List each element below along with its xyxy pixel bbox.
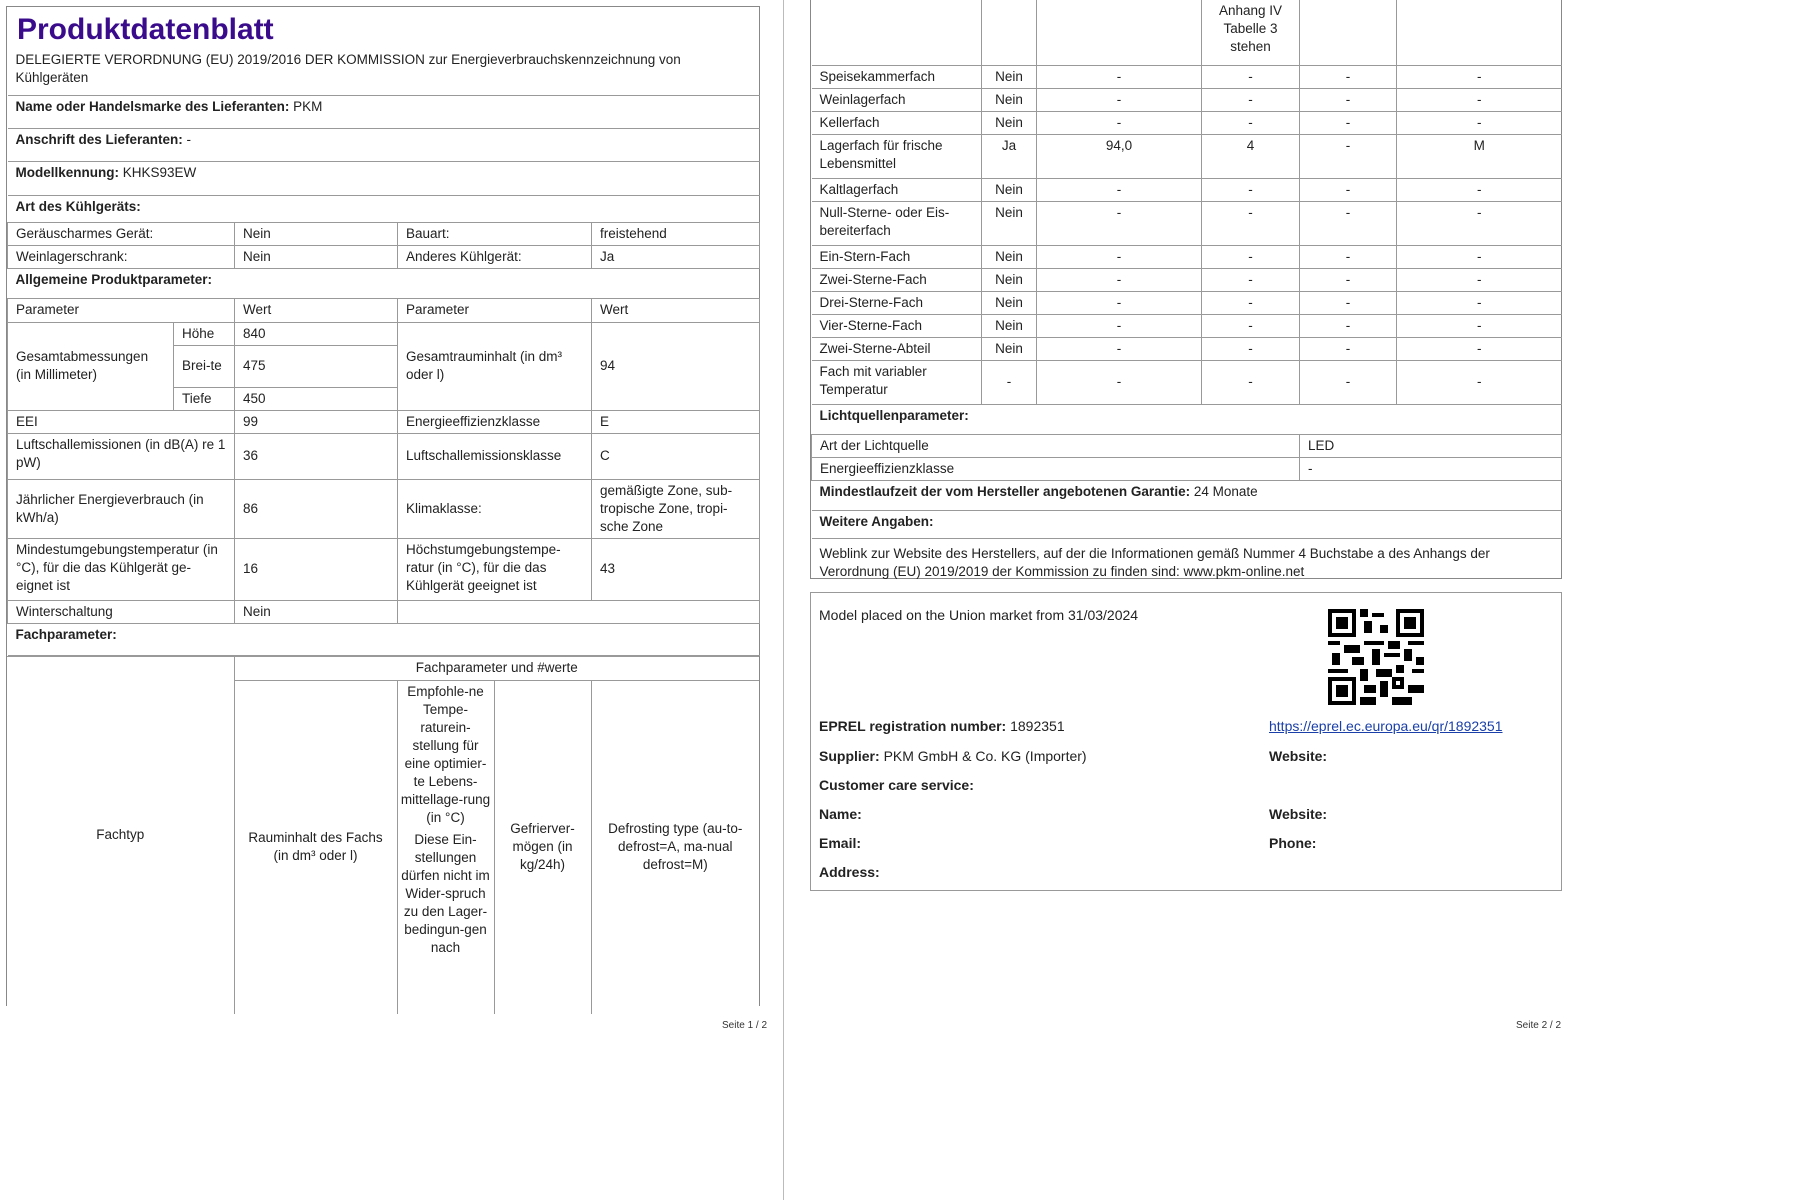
compartment-table <box>811 0 1562 588</box>
light-row <box>812 457 1562 480</box>
cell: Ja <box>592 245 760 268</box>
fach-section-heading: Fachparameter: <box>8 623 760 655</box>
cell: Höchstumgebungstempe-ratur (in °C), für die das Kühlgerät geeignet ist <box>398 538 592 600</box>
cell: E <box>592 410 760 433</box>
compartment-value: - <box>1300 360 1397 404</box>
cell: 43 <box>592 538 760 600</box>
compartment-name: Fach mit variabler Temperatur <box>812 360 982 404</box>
compartment-value: - <box>1300 178 1397 201</box>
compartment-value: - <box>1202 337 1300 360</box>
website-label: Website: <box>1269 748 1328 764</box>
compartment-value: - <box>1202 268 1300 291</box>
volume-label: Gesamtrauminhalt (in dm³ oder l) <box>398 322 592 410</box>
compartment-name: Kellerfach <box>812 111 982 134</box>
fach-group-header: Fachparameter und #werte <box>234 656 759 680</box>
temp-header-note: Diese Ein-stellungen dürfen nicht im Wider-spruch zu den Lager-bedingun-gen nach <box>401 831 490 955</box>
compartment-value: Nein <box>982 201 1037 245</box>
dim-name: Tiefe <box>174 387 235 410</box>
compartment-value: - <box>1202 245 1300 268</box>
compartment-value: Nein <box>982 268 1037 291</box>
compartment-value: - <box>1300 201 1397 245</box>
compartment-value: - <box>1037 178 1202 201</box>
warranty-value: 24 Monate <box>1193 483 1258 499</box>
dims-row <box>8 322 760 345</box>
dims-label: Gesamtabmessungen (in Millimeter) <box>8 322 174 410</box>
compartment-value: - <box>1037 291 1202 314</box>
cell: 86 <box>235 479 398 538</box>
compartment-row <box>812 178 1562 201</box>
fachtyp-header: Fachtyp <box>7 656 234 1014</box>
more-section-heading: Weitere Angaben: <box>812 510 1562 538</box>
dim-name: Brei-te <box>174 345 235 387</box>
cell: Luftschallemissionen (in dB(A) re 1 pW) <box>8 433 235 479</box>
compartment-row <box>812 314 1562 337</box>
cell: gemäßigte Zone, sub-tropische Zone, tropi-sche Zone <box>592 479 760 538</box>
datasheet-table <box>7 49 760 656</box>
compartment-value: - <box>1300 111 1397 134</box>
type-row <box>8 222 760 245</box>
model-value: KHKS93EW <box>122 164 197 180</box>
compartment-value: - <box>1037 337 1202 360</box>
eprel-reg-label: EPREL registration number: <box>819 718 1007 734</box>
compartment-value: - <box>1397 111 1562 134</box>
compartment-value: - <box>1202 65 1300 88</box>
warranty-row <box>812 480 1562 510</box>
compartment-value: - <box>1202 88 1300 111</box>
cell: Weinlagerschrank: <box>8 245 235 268</box>
compartment-value: - <box>1202 314 1300 337</box>
compartment-row <box>812 111 1562 134</box>
eprel-box <box>810 592 1562 891</box>
compartment-name: Zwei-Sterne-Abteil <box>812 337 982 360</box>
compartment-value: - <box>1037 245 1202 268</box>
compartment-value: - <box>1202 111 1300 134</box>
compartment-name: Zwei-Sterne-Fach <box>812 268 982 291</box>
param-row <box>8 410 760 433</box>
cell: - <box>1300 457 1562 480</box>
param-row <box>8 479 760 538</box>
compartment-value: 94,0 <box>1037 134 1202 178</box>
address-row <box>8 128 760 161</box>
compartment-value: - <box>1300 88 1397 111</box>
compartment-name: Ein-Stern-Fach <box>812 245 982 268</box>
compartment-value: Nein <box>982 291 1037 314</box>
compartment-name: Speisekammerfach <box>812 65 982 88</box>
compartment-value: - <box>1397 245 1562 268</box>
cell: Nein <box>235 600 398 623</box>
compartment-value: - <box>1397 268 1562 291</box>
compartment-name: Vier-Sterne-Fach <box>812 314 982 337</box>
page-1 <box>6 6 760 1006</box>
compartment-value: Nein <box>982 111 1037 134</box>
compartment-name: Kaltlagerfach <box>812 178 982 201</box>
compartment-value: - <box>1397 178 1562 201</box>
compartment-value: - <box>1300 337 1397 360</box>
temp-header-text: Empfohle-ne Tempe-raturein-stellung für eine optimier-te Lebens-mittellage-rung (in °C) <box>400 683 491 825</box>
eprel-supplier-row <box>819 748 1087 764</box>
compartment-name: Null-Sterne- oder Eis-bereiterfach <box>812 201 982 245</box>
cell: EEI <box>8 410 235 433</box>
cell: Geräuscharmes Gerät: <box>8 222 235 245</box>
market-text: Model placed on the Union market from 31/03/2024 <box>819 607 1139 623</box>
param-header-row <box>8 298 760 322</box>
compartment-value: Nein <box>982 65 1037 88</box>
compartment-value: - <box>1300 268 1397 291</box>
compartment-value: - <box>1397 360 1562 404</box>
eprel-reg-row <box>819 718 1065 734</box>
cell: Luftschallemissionsklasse <box>398 433 592 479</box>
header-cell: Parameter <box>398 298 592 322</box>
cell: Energieeffizienzklasse <box>398 410 592 433</box>
compartment-row <box>812 134 1562 178</box>
empty-cell <box>1397 0 1562 65</box>
address-value: - <box>186 131 192 147</box>
supplier-value: PKM GmbH & Co. KG (Importer) <box>883 748 1087 764</box>
defrost-header: Defrosting type (au-to-defrost=A, ma-nual defrost=M) <box>591 680 759 1014</box>
compartment-name: Weinlagerfach <box>812 88 982 111</box>
header-cell: Wert <box>592 298 760 322</box>
model-row <box>8 161 760 195</box>
volume-header: Rauminhalt des Fachs (in dm³ oder l) <box>234 680 397 1014</box>
empty-cell <box>982 0 1037 65</box>
cell: Energieeffizienzklasse <box>812 457 1300 480</box>
compartment-value: - <box>1202 201 1300 245</box>
compartment-value: - <box>1397 88 1562 111</box>
cell: 16 <box>235 538 398 600</box>
compartment-value: - <box>1037 88 1202 111</box>
compartment-row <box>812 337 1562 360</box>
compartment-value: Nein <box>982 178 1037 201</box>
empty-cell <box>812 0 982 65</box>
page-separator <box>783 0 784 1200</box>
compartment-row <box>812 291 1562 314</box>
cell: 36 <box>235 433 398 479</box>
qr-code-icon <box>1328 609 1424 705</box>
supplier-label: Name oder Handelsmarke des Lieferanten: <box>15 98 290 114</box>
compartment-value: Nein <box>982 88 1037 111</box>
eprel-qr-link[interactable]: https://eprel.ec.europa.eu/qr/1892351 <box>1269 718 1503 734</box>
weblink-text: Weblink zur Website des Herstellers, auf der die Informationen gemäß Nummer 4 Buchstabe a des Anhangs der Verordnung (EU) 2019/2019 der Kommission zu finden sind: www.pkm-online.net <box>812 538 1562 588</box>
volume-value: 94 <box>592 322 760 410</box>
page-number: Seite 1 / 2 <box>722 1020 768 1031</box>
cell: Nein <box>235 222 398 245</box>
cell: Jährlicher Energieverbrauch (in kWh/a) <box>8 479 235 538</box>
compartment-value: - <box>1037 360 1202 404</box>
type-row <box>8 245 760 268</box>
cell: freistehend <box>592 222 760 245</box>
care-email-label: Email: <box>819 835 862 851</box>
page-2 <box>810 0 1562 579</box>
cell: Art der Lichtquelle <box>812 434 1300 457</box>
cell: Nein <box>235 245 398 268</box>
compartment-value: Nein <box>982 314 1037 337</box>
param-row <box>8 433 760 479</box>
compartment-row <box>812 268 1562 291</box>
care-website-label: Website: <box>1269 806 1328 822</box>
dim-value: 450 <box>235 387 398 410</box>
empty-cell <box>1037 0 1202 65</box>
empty-cell <box>1300 0 1397 65</box>
compartment-value: - <box>1397 291 1562 314</box>
empty-cell <box>398 600 760 623</box>
address-label: Anschrift des Lieferanten: <box>15 131 183 147</box>
compartment-value: - <box>1397 65 1562 88</box>
type-section-heading: Art des Kühlgeräts: <box>8 195 760 222</box>
cell: Bauart: <box>398 222 592 245</box>
compartment-value: - <box>1300 134 1397 178</box>
compartment-value: - <box>1300 291 1397 314</box>
compartment-value: Ja <box>982 134 1037 178</box>
param-row <box>8 538 760 600</box>
compartment-value: - <box>1202 291 1300 314</box>
customer-care-label: Customer care service: <box>819 777 974 793</box>
compartment-row <box>812 88 1562 111</box>
compartment-value: M <box>1397 134 1562 178</box>
compartment-value: - <box>1037 111 1202 134</box>
cell: Klimaklasse: <box>398 479 592 538</box>
compartment-row <box>812 65 1562 88</box>
page-title: Produktdatenblatt <box>17 13 274 46</box>
cell: Winterschaltung <box>8 600 235 623</box>
page-number: Seite 2 / 2 <box>1516 1020 1562 1031</box>
compartment-name: Lagerfach für frische Lebensmittel <box>812 134 982 178</box>
warranty-label: Mindestlaufzeit der vom Hersteller angebotenen Garantie: <box>819 483 1191 499</box>
compartment-value: - <box>1202 360 1300 404</box>
cell: Mindestumgebungstemperatur (in °C), für die das Kühlgerät ge-eignet ist <box>8 538 235 600</box>
compartment-value: - <box>1300 314 1397 337</box>
compartment-value: - <box>1397 337 1562 360</box>
cell: C <box>592 433 760 479</box>
compartment-row <box>812 201 1562 245</box>
general-section-heading: Allgemeine Produktparameter: <box>8 268 760 298</box>
compartment-value: - <box>1300 65 1397 88</box>
dim-value: 475 <box>235 345 398 387</box>
temp-header <box>397 680 494 1014</box>
regulation-text: DELEGIERTE VERORDNUNG (EU) 2019/2016 DER KOMMISSION zur Energieverbrauchskennzeichnung von Kühlgeräten <box>8 49 760 95</box>
header-cell: Wert <box>235 298 398 322</box>
care-name-label: Name: <box>819 806 862 822</box>
compartment-value: - <box>1300 245 1397 268</box>
cell: Anderes Kühlgerät: <box>398 245 592 268</box>
cell: LED <box>1300 434 1562 457</box>
header-cell: Parameter <box>8 298 235 322</box>
compartment-row <box>812 360 1562 404</box>
eprel-reg-value: 1892351 <box>1010 718 1065 734</box>
compartment-value: - <box>1037 314 1202 337</box>
compartment-value: - <box>1202 178 1300 201</box>
temp-header-continuation: Anhang IV Tabelle 3 stehen <box>1202 0 1300 65</box>
compartment-value: - <box>1037 268 1202 291</box>
dim-name: Höhe <box>174 322 235 345</box>
light-section-heading: Lichtquellenparameter: <box>812 404 1562 434</box>
light-row <box>812 434 1562 457</box>
supplier-value: PKM <box>293 98 323 114</box>
compartment-value: - <box>1397 314 1562 337</box>
cell: 99 <box>235 410 398 433</box>
compartment-name: Drei-Sterne-Fach <box>812 291 982 314</box>
care-address-label: Address: <box>819 864 880 880</box>
dim-value: 840 <box>235 322 398 345</box>
fach-header-table <box>7 656 759 1014</box>
compartment-value: - <box>1037 201 1202 245</box>
compartment-value: - <box>1037 65 1202 88</box>
compartment-value: Nein <box>982 337 1037 360</box>
model-label: Modellkennung: <box>15 164 119 180</box>
compartment-value: - <box>1397 201 1562 245</box>
care-phone-label: Phone: <box>1269 835 1317 851</box>
winter-row <box>8 600 760 623</box>
compartment-value: - <box>982 360 1037 404</box>
supplier-row <box>8 95 760 128</box>
compartment-value: 4 <box>1202 134 1300 178</box>
freeze-header: Gefrierver-mögen (in kg/24h) <box>494 680 591 1014</box>
compartment-value: Nein <box>982 245 1037 268</box>
supplier-label: Supplier: <box>819 748 880 764</box>
compartment-row <box>812 245 1562 268</box>
